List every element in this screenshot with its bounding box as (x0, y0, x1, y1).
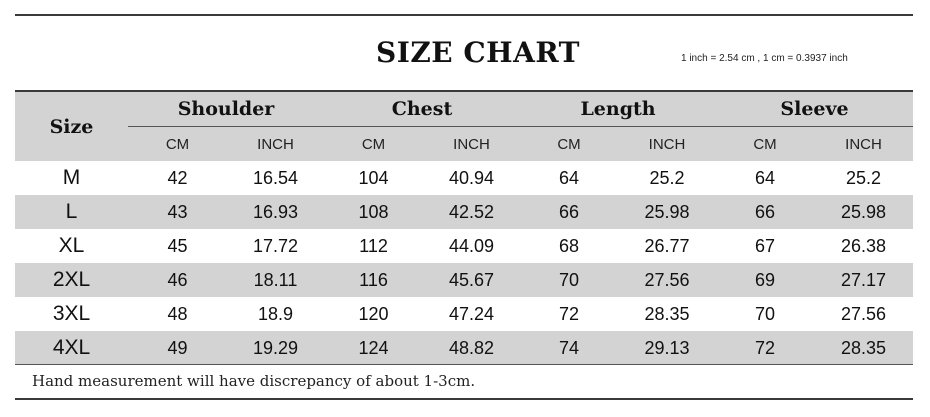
table-cell: 27.56 (618, 263, 716, 297)
table-cell: 17.72 (252, 235, 299, 256)
table-cell: 45.67 (423, 263, 520, 297)
group-header-chest: Chest (324, 92, 520, 127)
table-cell: 116 (324, 263, 423, 297)
table-cell: 104 (358, 167, 389, 188)
table-cell: 25.2 (649, 167, 685, 188)
table-cell: 28.35 (644, 303, 690, 324)
table-cell: 43 (128, 195, 227, 229)
table-cell: 19.29 (227, 331, 324, 365)
unit-header: INCH (814, 127, 913, 162)
size-cell: M (62, 166, 81, 189)
table-row (15, 195, 913, 229)
size-column-header: Size (15, 92, 128, 161)
table-cell: 42 (167, 167, 188, 188)
table-cell: 25.98 (618, 195, 716, 229)
header-row (15, 92, 913, 127)
size-cell: 2XL (15, 263, 128, 297)
group-header-length: Length (520, 92, 716, 127)
table-row (15, 331, 913, 365)
conversion-note: 1 inch = 2.54 cm , 1 cm = 0.3937 inch (681, 53, 848, 64)
size-cell: 4XL (15, 331, 128, 365)
table-row (15, 297, 913, 331)
unit-header: CM (716, 127, 814, 162)
unit-header-row (15, 127, 913, 162)
table-cell: 25.2 (845, 167, 882, 188)
unit-header: CM (324, 127, 423, 162)
table-cell: 108 (324, 195, 423, 229)
table-cell: 16.54 (252, 167, 299, 188)
table-cell: 120 (358, 303, 389, 324)
table-cell: 45 (167, 235, 188, 256)
table-cell: 46 (128, 263, 227, 297)
table-row (15, 229, 913, 263)
table-cell: 27.17 (814, 263, 913, 297)
table-cell: 64 (755, 167, 776, 188)
table-cell: 48.82 (423, 331, 520, 365)
table-cell: 74 (520, 331, 618, 365)
table-cell: 69 (716, 263, 814, 297)
table-cell: 112 (359, 235, 388, 256)
page-title: SIZE CHART (376, 36, 580, 69)
table-cell: 29.13 (618, 331, 716, 365)
table-row (15, 161, 913, 195)
table-cell: 49 (128, 331, 227, 365)
table-cell: 25.98 (814, 195, 913, 229)
footer-note: Hand measurement will have discrepancy of about 1-3cm. (32, 372, 476, 390)
table-cell: 72 (558, 303, 580, 324)
table-cell: 26.77 (644, 235, 690, 256)
table-row (15, 263, 913, 297)
unit-header: INCH (423, 127, 520, 162)
size-cell: 3XL (52, 302, 91, 325)
table-cell: 40.94 (448, 167, 495, 188)
table-cell: 66 (716, 195, 814, 229)
table-cell: 42.52 (423, 195, 520, 229)
size-cell: XL (58, 234, 85, 257)
top-rule (15, 14, 913, 16)
unit-header: CM (128, 127, 227, 162)
size-cell: L (15, 195, 128, 229)
size-chart-table (15, 92, 913, 365)
table-cell: 44.09 (448, 235, 495, 256)
table-cell: 28.35 (814, 331, 913, 365)
table-cell: 47.24 (448, 303, 495, 324)
table-cell: 72 (716, 331, 814, 365)
table-cell: 18.9 (257, 303, 294, 324)
table-cell: 16.93 (227, 195, 324, 229)
table-cell: 67 (755, 235, 776, 256)
group-header-shoulder: Shoulder (128, 92, 324, 127)
table-cell: 64 (558, 167, 580, 188)
table-cell: 66 (520, 195, 618, 229)
table-cell: 26.38 (840, 235, 887, 256)
table-cell: 18.11 (227, 263, 324, 297)
unit-header: INCH (227, 127, 324, 162)
table-cell: 70 (755, 303, 776, 324)
table-cell: 27.56 (840, 303, 887, 324)
table-cell: 68 (558, 235, 580, 256)
unit-header: CM (520, 127, 618, 162)
footer-note-box (15, 364, 913, 399)
group-header-sleeve: Sleeve (716, 92, 913, 127)
table-cell: 124 (324, 331, 423, 365)
unit-header: INCH (618, 127, 716, 162)
table-cell: 70 (520, 263, 618, 297)
table-cell: 48 (167, 303, 188, 324)
bottom-rule (15, 398, 913, 400)
